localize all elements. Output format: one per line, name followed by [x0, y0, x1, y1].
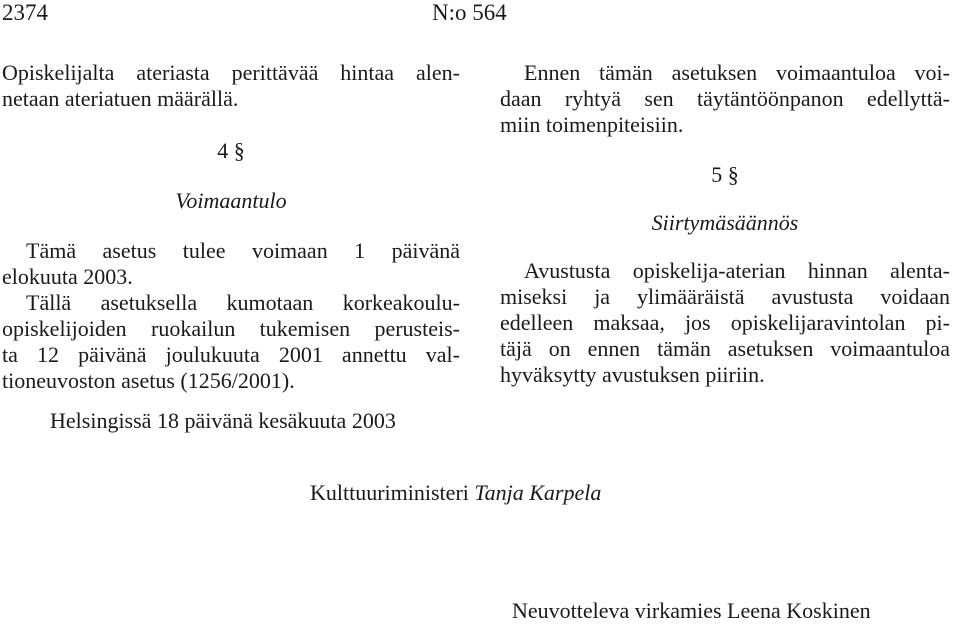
paragraph-line: netaan ateriatuen määrällä. — [2, 86, 239, 111]
page-number: 2374 — [2, 0, 48, 25]
paragraph-line: elokuuta 2003. — [2, 264, 133, 289]
minister-title: Kulttuuriministeri — [310, 480, 469, 505]
paragraph-line: Opiskelijalta ateriasta perittävää hintaa alen- — [2, 60, 460, 85]
minister-signature — [310, 480, 601, 506]
minister-name: Tanja Karpela — [474, 480, 602, 505]
paragraph-line: täjä on ennen tämän asetuksen voimaantuloa — [500, 336, 950, 361]
paragraph-line: Ennen tämän asetuksen voimaantuloa voi- — [524, 60, 950, 85]
paragraph-line: miseksi ja ylimääräistä avustusta voidaan — [500, 284, 950, 309]
left-column — [2, 60, 460, 394]
paragraph-line: edelleen maksaa, jos opiskelijaravintolan pi- — [500, 310, 950, 335]
section-title: Siirtymäsäännös — [651, 210, 799, 235]
paragraph-line: hyväksytty avustuksen piiriin. — [500, 362, 765, 387]
right-column — [500, 60, 950, 388]
document-number: N:o 564 — [432, 0, 507, 25]
paragraph-line: miin toimenpiteisiin. — [500, 112, 684, 137]
section-number: 5 § — [711, 162, 739, 187]
section-title: Voimaantulo — [175, 188, 287, 213]
paragraph-line: Tämä asetus tulee voimaan 1 päivänä — [26, 238, 460, 263]
paragraph-line: Avustusta opiskelija-aterian hinnan alenta- — [524, 258, 950, 283]
paragraph-line: daan ryhtyä sen täytäntöönpanon edellyttä- — [500, 86, 950, 111]
paragraph-line: tioneuvoston asetus (1256/2001). — [2, 368, 295, 393]
official-signature: Neuvotteleva virkamies Leena Koskinen — [512, 598, 871, 623]
paragraph-line: Tällä asetuksella kumotaan korkeakoulu- — [26, 290, 460, 315]
section-number: 4 § — [217, 138, 245, 163]
paragraph-line: ta 12 päivänä joulukuuta 2001 annettu val- — [2, 342, 460, 367]
place-and-date: Helsingissä 18 päivänä kesäkuuta 2003 — [50, 408, 396, 433]
paragraph-line: opiskelijoiden ruokailun tukemisen perusteis- — [2, 316, 460, 341]
